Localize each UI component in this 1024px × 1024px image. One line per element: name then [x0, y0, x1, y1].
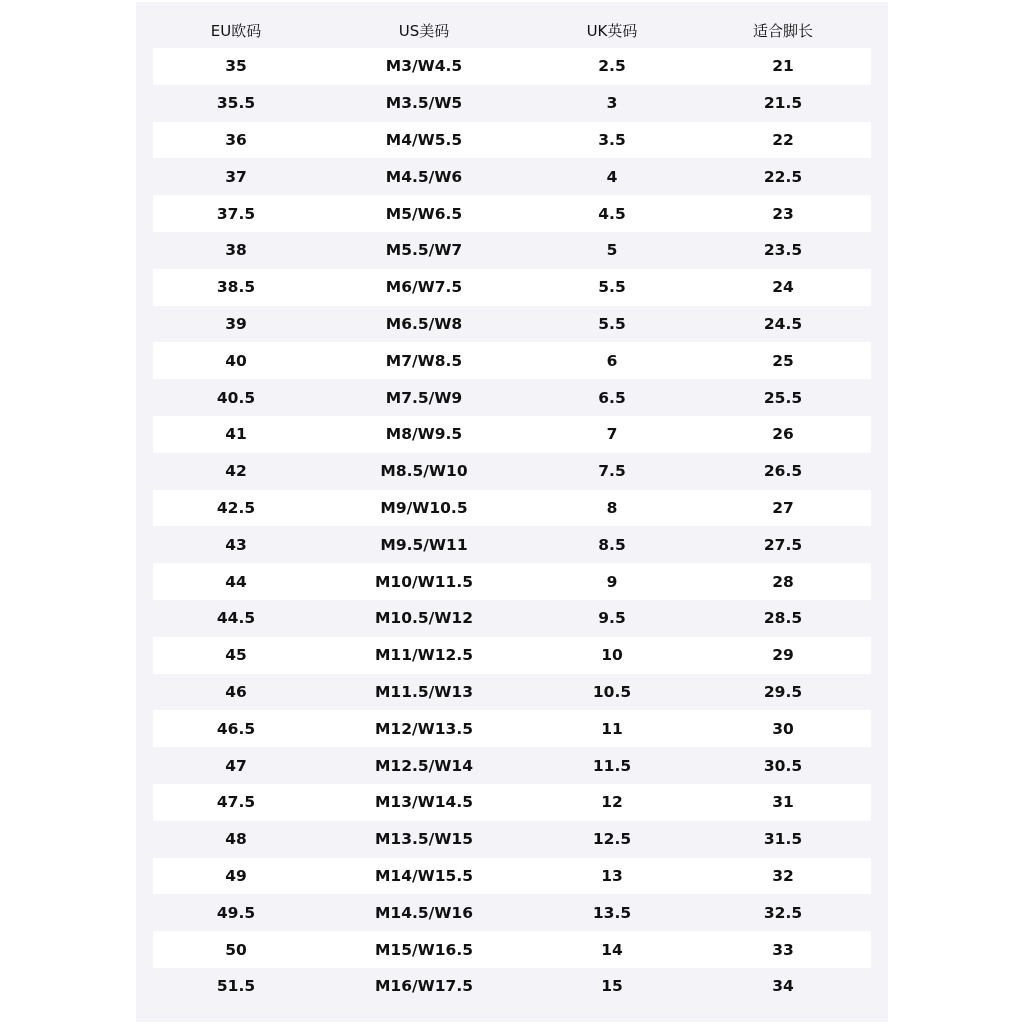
- uk-size-cell: 7: [606, 425, 618, 444]
- us-size-cell: M9.5/W11: [380, 535, 468, 554]
- eu-size-cell: 50: [225, 940, 247, 959]
- foot-length-cell: 21: [772, 57, 794, 76]
- table-row: [153, 269, 871, 306]
- table-header: [153, 10, 871, 50]
- table-row: [153, 158, 871, 195]
- uk-size-cell: 4.5: [598, 204, 626, 223]
- us-size-cell: M14.5/W16: [375, 903, 473, 922]
- size-chart-panel: [136, 2, 888, 1022]
- table-row: [153, 232, 871, 269]
- header-us-size: US美码: [398, 22, 450, 40]
- uk-size-cell: 6: [606, 351, 618, 370]
- table-row: [153, 600, 871, 637]
- table-row: [153, 85, 871, 122]
- eu-size-cell: 42: [225, 462, 247, 481]
- foot-length-cell: 24: [772, 278, 794, 297]
- foot-length-cell: 34: [772, 977, 794, 996]
- us-size-cell: M3.5/W5: [385, 94, 463, 113]
- table-row: [153, 122, 871, 159]
- header-foot-length: 适合脚长: [752, 22, 813, 40]
- uk-size-cell: 3.5: [598, 130, 626, 149]
- eu-size-cell: 47: [225, 756, 247, 775]
- eu-size-cell: 36: [225, 130, 247, 149]
- eu-size-cell: 43: [225, 535, 247, 554]
- foot-length-cell: 23.5: [763, 241, 803, 260]
- foot-length-cell: 28.5: [763, 609, 803, 628]
- foot-length-cell: 22: [772, 130, 794, 149]
- table-row: [153, 342, 871, 379]
- table-row: [153, 416, 871, 453]
- uk-size-cell: 7.5: [598, 462, 626, 481]
- uk-size-cell: 10.5: [592, 682, 632, 701]
- table-row: [153, 379, 871, 416]
- eu-size-cell: 40: [225, 351, 247, 370]
- eu-size-cell: 51.5: [216, 977, 256, 996]
- eu-size-cell: 40.5: [216, 388, 256, 407]
- uk-size-cell: 9.5: [598, 609, 626, 628]
- foot-length-cell: 25: [772, 351, 794, 370]
- table-row: [153, 195, 871, 232]
- eu-size-cell: 49.5: [216, 903, 256, 922]
- table-row: [153, 858, 871, 895]
- eu-size-cell: 41: [225, 425, 247, 444]
- eu-size-cell: 35.5: [216, 94, 256, 113]
- us-size-cell: M9/W10.5: [380, 498, 468, 517]
- uk-size-cell: 15: [601, 977, 623, 996]
- table-row: [153, 894, 871, 931]
- table-row: [153, 931, 871, 968]
- uk-size-cell: 5.5: [598, 314, 626, 333]
- foot-length-cell: 27.5: [763, 535, 803, 554]
- us-size-cell: M13/W14.5: [375, 793, 473, 812]
- us-size-cell: M4/W5.5: [385, 130, 463, 149]
- table-row: [153, 747, 871, 784]
- uk-size-cell: 12: [601, 793, 623, 812]
- foot-length-cell: 33: [772, 940, 794, 959]
- table-row: [153, 710, 871, 747]
- us-size-cell: M12/W13.5: [375, 719, 473, 738]
- table-row: [153, 490, 871, 527]
- us-size-cell: M12.5/W14: [375, 756, 473, 775]
- foot-length-cell: 28: [772, 572, 794, 591]
- us-size-cell: M11/W12.5: [375, 646, 473, 665]
- uk-size-cell: 6.5: [598, 388, 626, 407]
- table-row: [153, 968, 871, 1005]
- foot-length-cell: 23: [772, 204, 794, 223]
- uk-size-cell: 2.5: [598, 57, 626, 76]
- uk-size-cell: 12.5: [592, 830, 632, 849]
- eu-size-cell: 37.5: [216, 204, 256, 223]
- eu-size-cell: 37: [225, 167, 247, 186]
- uk-size-cell: 9: [606, 572, 618, 591]
- us-size-cell: M10/W11.5: [375, 572, 473, 591]
- us-size-cell: M7/W8.5: [385, 351, 463, 370]
- eu-size-cell: 46.5: [216, 719, 256, 738]
- table-row: [153, 306, 871, 343]
- uk-size-cell: 10: [601, 646, 623, 665]
- uk-size-cell: 11.5: [592, 756, 632, 775]
- uk-size-cell: 8: [606, 498, 618, 517]
- us-size-cell: M8.5/W10: [380, 462, 468, 481]
- foot-length-cell: 26.5: [763, 462, 803, 481]
- us-size-cell: M14/W15.5: [375, 866, 473, 885]
- eu-size-cell: 47.5: [216, 793, 256, 812]
- us-size-cell: M6/W7.5: [385, 278, 463, 297]
- foot-length-cell: 29: [772, 646, 794, 665]
- foot-length-cell: 31: [772, 793, 794, 812]
- us-size-cell: M15/W16.5: [375, 940, 473, 959]
- us-size-cell: M5.5/W7: [385, 241, 463, 260]
- header-uk-size: UK英码: [586, 22, 638, 40]
- table-row: [153, 563, 871, 600]
- us-size-cell: M6.5/W8: [385, 314, 463, 333]
- uk-size-cell: 14: [601, 940, 623, 959]
- foot-length-cell: 21.5: [763, 94, 803, 113]
- eu-size-cell: 39: [225, 314, 247, 333]
- table-row: [153, 821, 871, 858]
- us-size-cell: M13.5/W15: [375, 830, 473, 849]
- eu-size-cell: 44: [225, 572, 247, 591]
- table-row: [153, 526, 871, 563]
- foot-length-cell: 24.5: [763, 314, 803, 333]
- us-size-cell: M16/W17.5: [375, 977, 473, 996]
- foot-length-cell: 32.5: [763, 903, 803, 922]
- foot-length-cell: 31.5: [763, 830, 803, 849]
- foot-length-cell: 26: [772, 425, 794, 444]
- us-size-cell: M5/W6.5: [385, 204, 463, 223]
- uk-size-cell: 3: [606, 94, 618, 113]
- uk-size-cell: 5.5: [598, 278, 626, 297]
- table-row: [153, 784, 871, 821]
- us-size-cell: M8/W9.5: [385, 425, 463, 444]
- us-size-cell: M11.5/W13: [375, 682, 473, 701]
- table-row: [153, 48, 871, 85]
- us-size-cell: M4.5/W6: [385, 167, 463, 186]
- eu-size-cell: 44.5: [216, 609, 256, 628]
- table-row: [153, 453, 871, 490]
- eu-size-cell: 42.5: [216, 498, 256, 517]
- eu-size-cell: 48: [225, 830, 247, 849]
- eu-size-cell: 45: [225, 646, 247, 665]
- foot-length-cell: 27: [772, 498, 794, 517]
- eu-size-cell: 49: [225, 866, 247, 885]
- table-row: [153, 637, 871, 674]
- uk-size-cell: 13: [601, 866, 623, 885]
- uk-size-cell: 8.5: [598, 535, 626, 554]
- uk-size-cell: 11: [601, 719, 623, 738]
- eu-size-cell: 38.5: [216, 278, 256, 297]
- header-eu-size: EU欧码: [210, 22, 262, 40]
- table-body: [153, 48, 871, 1005]
- foot-length-cell: 25.5: [763, 388, 803, 407]
- foot-length-cell: 22.5: [763, 167, 803, 186]
- uk-size-cell: 5: [606, 241, 618, 260]
- uk-size-cell: 4: [606, 167, 618, 186]
- us-size-cell: M7.5/W9: [385, 388, 463, 407]
- table-row: [153, 674, 871, 711]
- eu-size-cell: 46: [225, 682, 247, 701]
- us-size-cell: M3/W4.5: [385, 57, 463, 76]
- eu-size-cell: 38: [225, 241, 247, 260]
- uk-size-cell: 13.5: [592, 903, 632, 922]
- foot-length-cell: 30.5: [763, 756, 803, 775]
- eu-size-cell: 35: [225, 57, 247, 76]
- foot-length-cell: 32: [772, 866, 794, 885]
- us-size-cell: M10.5/W12: [375, 609, 473, 628]
- foot-length-cell: 29.5: [763, 682, 803, 701]
- foot-length-cell: 30: [772, 719, 794, 738]
